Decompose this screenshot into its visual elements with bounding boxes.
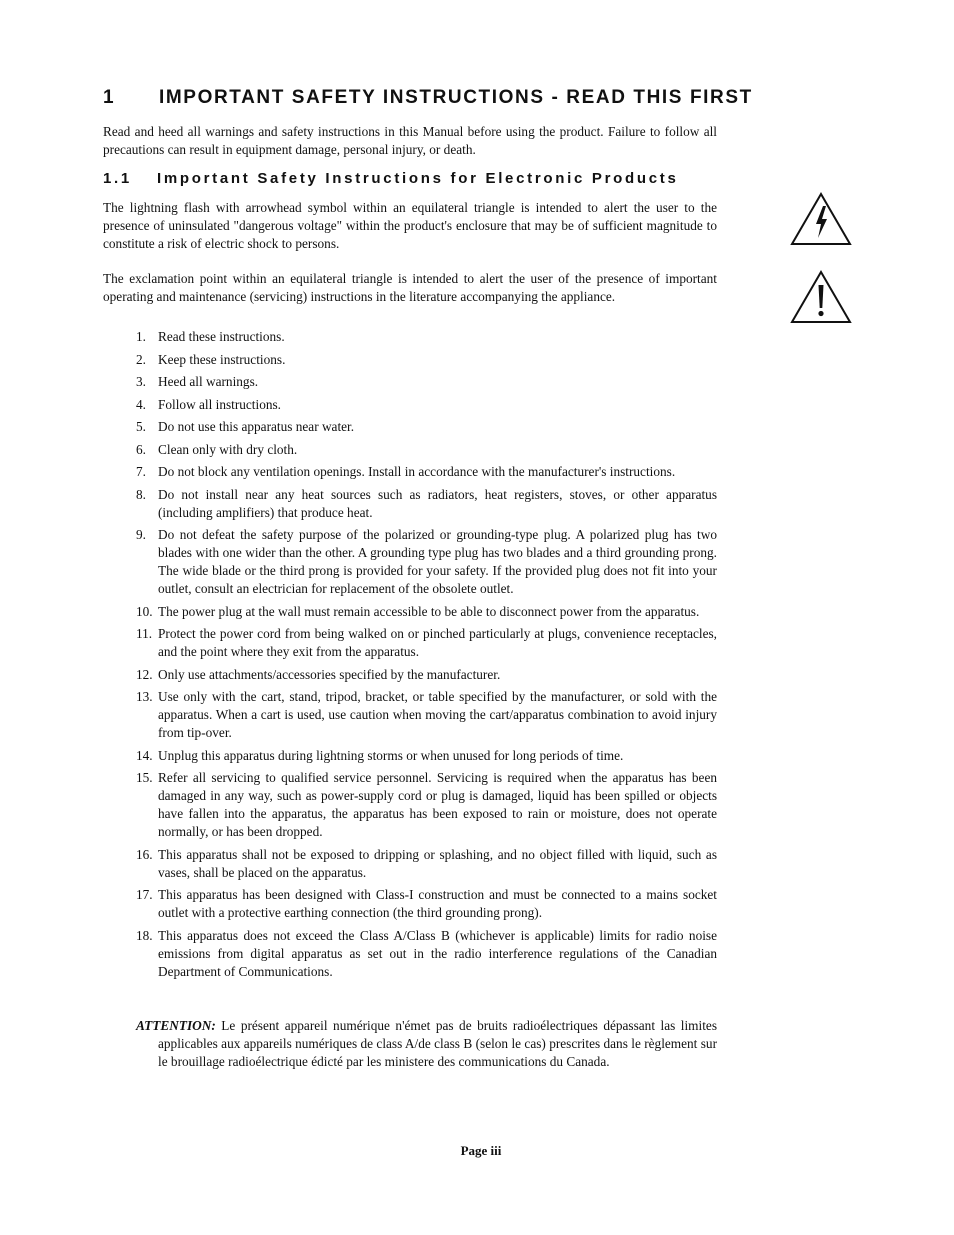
instruction-number: 7. [136, 464, 146, 479]
instruction-item [136, 688, 717, 742]
instruction-text: Do not defeat the safety purpose of the polarized or grounding-type plug. A polarized plug has two blades with one wider than the other. A grounding type plug has two blades and a third grounding prong. The wide blade or the third prong is provided for your safety. If the provided plug does not fit into your outlet, consult an electrician for replacement of the obsolete outlet. [158, 527, 717, 596]
instruction-text: This apparatus does not exceed the Class A/Class B (whichever is applicable) limits for radio noise emissions from digital apparatus as set out in the radio interference regulations of the Canadian Department of Communications. [158, 927, 717, 979]
instruction-text: Heed all warnings. [158, 374, 259, 389]
instruction-number: 9. [136, 527, 146, 542]
lightning-symbol-paragraph: The lightning flash with arrowhead symbol within an equilateral triangle is intended to alert the user to the presence of uninsulated "dangerous voltage" within the product's enclosure that may be of sufficient magnitude to constitute a risk of electric shock to persons. [103, 200, 717, 251]
exclamation-symbol-paragraph: The exclamation point within an equilateral triangle is intended to alert the user of the presence of important operating and maintenance (servicing) instructions in the literature accompanying the appliance. [103, 271, 717, 304]
instruction-text: Follow all instructions. [158, 396, 281, 412]
instruction-item [136, 747, 717, 765]
instruction-item [136, 625, 717, 661]
section-title: Important Safety Instructions for Electronic Products [157, 170, 679, 187]
instruction-number: 4. [136, 396, 146, 412]
instruction-text: Protect the power cord from being walked on or pinched particularly at plugs, convenience receptacles, and the point where they exit from the apparatus. [158, 626, 717, 659]
instruction-number: 16. [136, 846, 153, 862]
instruction-item [136, 351, 717, 369]
instruction-number: 13. [136, 689, 153, 704]
instruction-number: 3. [136, 374, 146, 389]
instruction-text: Keep these instructions. [158, 351, 286, 367]
page-heading [103, 87, 753, 109]
instruction-number: 2. [136, 351, 146, 367]
instruction-number: 8. [136, 486, 146, 502]
instruction-text: Read these instructions. [158, 329, 285, 344]
instruction-item [136, 846, 717, 882]
instruction-item [136, 463, 717, 481]
attention-label: ATTENTION: [136, 1018, 216, 1033]
intro-paragraph: Read and heed all warnings and safety instructions in this Manual before using the product. Failure to follow all precautions can result in equipment damage, personal injury, or death. [103, 124, 717, 157]
instruction-text: Use only with the cart, stand, tripod, bracket, or table specified by the manufacturer, or sold with the apparatus. When a cart is used, use caution when moving the cart/apparatus combination to avoid injury from tip-over. [158, 689, 717, 740]
instruction-number: 18. [136, 927, 153, 943]
instruction-item [136, 373, 717, 391]
instruction-item [136, 418, 717, 436]
section-number: 1.1 [103, 170, 132, 187]
instruction-text: Refer all servicing to qualified service personnel. Servicing is required when the apparatus has been damaged in any way, such as power-supply cord or plug is damaged, liquid has been spilled or objects have fallen into the apparatus, the apparatus has been exposed to rain or moisture, does not operate normally, or has been dropped. [158, 770, 717, 839]
instruction-number: 10. [136, 603, 153, 619]
section-heading [103, 170, 723, 187]
instruction-item [136, 486, 717, 522]
instruction-number: 1. [136, 329, 146, 344]
instruction-number: 12. [136, 666, 153, 682]
instruction-number: 14. [136, 747, 153, 763]
instruction-item [136, 927, 717, 981]
instruction-number: 6. [136, 441, 146, 457]
instruction-text: Do not block any ventilation openings. Install in accordance with the manufacturer's instructions. [158, 464, 676, 479]
instruction-item [136, 441, 717, 459]
instruction-text: Clean only with dry cloth. [158, 441, 298, 457]
instruction-item [136, 328, 717, 346]
instruction-text: Unplug this apparatus during lightning storms or when unused for long periods of time. [158, 747, 624, 763]
instruction-item [136, 526, 717, 598]
page-number: Page iii [460, 1143, 502, 1158]
instruction-number: 15. [136, 770, 153, 785]
instruction-text: This apparatus has been designed with Class-I construction and must be connected to a mains socket outlet with a protective earthing connection (the third grounding prong). [158, 887, 717, 920]
exclamation-warning-triangle-icon [790, 270, 852, 324]
instruction-item [136, 666, 717, 684]
instruction-item [136, 886, 717, 922]
instruction-text: The power plug at the wall must remain accessible to be able to disconnect power from the apparatus. [158, 603, 700, 619]
instruction-item [136, 396, 717, 414]
attention-notice [136, 1017, 717, 1071]
instruction-text: Do not use this apparatus near water. [158, 419, 355, 434]
instruction-number: 17. [136, 887, 153, 902]
lightning-warning-triangle-icon [790, 192, 852, 246]
safety-instruction-list [136, 328, 717, 985]
heading-number: 1 [103, 87, 116, 108]
instruction-text: This apparatus shall not be exposed to dripping or splashing, and no object filled with liquid, such as vases, shall be placed on the apparatus. [158, 846, 717, 880]
heading-title: IMPORTANT SAFETY INSTRUCTIONS - READ THIS FIRST [159, 87, 753, 108]
instruction-text: Do not install near any heat sources such as radiators, heat registers, stoves, or other apparatus (including amplifiers) that produce heat. [158, 486, 717, 520]
instruction-number: 5. [136, 419, 146, 434]
instruction-item [136, 603, 717, 621]
instruction-item [136, 769, 717, 841]
instruction-number: 11. [136, 626, 153, 641]
instruction-text: Only use attachments/accessories specified by the manufacturer. [158, 666, 501, 682]
attention-text: Le présent appareil numérique n'émet pas de bruits radioélectriques dépassant las limites applicables aux appareils numériques de class A/de class B (selon le cas) prescrites dans le règlement sur le brouillage radioélectrique édicté par les ministere des communications du Canada. [158, 1018, 717, 1069]
